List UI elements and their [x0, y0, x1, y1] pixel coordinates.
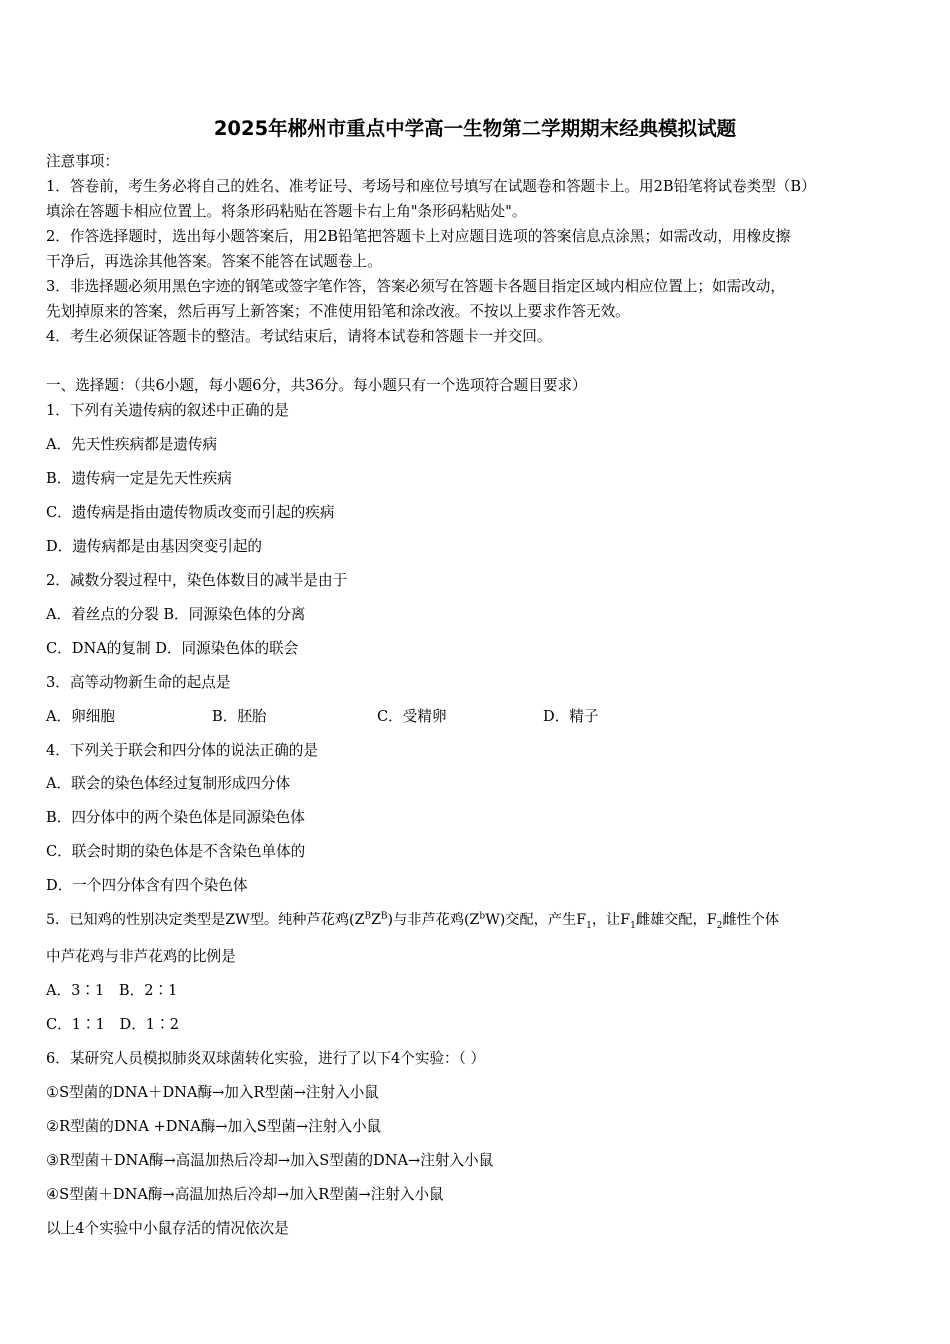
experiment-item: ③R型菌＋DNA酶→高温加热后冷却→加入S型菌的DNA→注射入小鼠 [46, 1152, 494, 1169]
stem-text: ，让F [591, 912, 631, 928]
question-stem-5-continued: 中芦花鸡与非芦花鸡的比例是 [46, 948, 236, 965]
option-d: D．一个四分体含有四个染色体 [46, 877, 248, 894]
question-final-line: 以上4个实验中小鼠存活的情况依次是 [46, 1220, 289, 1237]
experiment-item: ①S型菌的DNA＋DNA酶→加入R型菌→注射入小鼠 [46, 1084, 379, 1101]
notice-line: 填涂在答题卡相应位置上。将条形码粘贴在答题卡右上角"条形码粘贴处"。 [46, 203, 527, 220]
option-c: C．遗传病是指由遗传物质改变而引起的疾病 [46, 504, 335, 521]
option-b: B．胚胎 [212, 708, 267, 725]
option-b: B．遗传病一定是先天性疾病 [46, 470, 232, 487]
question-stem-3: 3．高等动物新生命的起点是 [46, 674, 231, 691]
question-stem-6: 6．某研究人员模拟肺炎双球菌转化实验，进行了以下4个实验：（ ） [46, 1050, 486, 1067]
options-row-1: A．着丝点的分裂 B．同源染色体的分离 [46, 606, 306, 623]
subscript: 1 [630, 920, 636, 931]
notice-line: 1．答卷前，考生务必将自己的姓名、准考证号、考场号和座位号填写在试题卷和答题卡上。用2B铅笔将试卷类型（B） [46, 178, 816, 195]
stem-text: 雌性个体 [722, 912, 780, 928]
notice-heading: 注意事项： [46, 153, 119, 170]
superscript: B [364, 911, 372, 922]
options-row-2: C．DNA的复制 D．同源染色体的联会 [46, 640, 299, 657]
options-row-1: A．3∶1 B．2∶1 [46, 982, 178, 999]
option-a: A．联会的染色体经过复制形成四分体 [46, 775, 291, 792]
stem-text: 雌雄交配，F [635, 912, 717, 928]
stem-text: W)交配，产生F [485, 912, 587, 928]
subscript: 2 [716, 920, 723, 931]
option-b: B．四分体中的两个染色体是同源染色体 [46, 809, 305, 826]
notice-line: 3．非选择题必须用黑色字迹的钢笔或签字笔作答，答案必须写在答题卡各题目指定区域内相应位置上；如需改动， [46, 278, 785, 295]
notice-line: 2．作答选择题时，选出每小题答案后，用2B铅笔把答题卡上对应题目选项的答案信息点涂黑；如需改动，用橡皮擦 [46, 228, 791, 245]
stem-text: Z [371, 912, 381, 928]
option-d: D．精子 [543, 708, 599, 725]
options-row-2: C．1∶1 D．1∶2 [46, 1016, 179, 1033]
experiment-item: ④S型菌＋DNA酶→高温加热后冷却→加入R型菌→注射入小鼠 [46, 1186, 444, 1203]
stem-text: )与非芦花鸡(Z [387, 912, 480, 928]
option-c: C．联会时期的染色体是不含染色单体的 [46, 843, 306, 860]
option-c: C．受精卵 [377, 708, 447, 725]
notice-line: 干净后，再选涂其他答案。答案不能答在试题卷上。 [46, 253, 382, 270]
stem-text: 5．已知鸡的性别决定类型是ZW型。纯种芦花鸡(Z [46, 912, 365, 928]
question-stem-5 [46, 910, 779, 930]
question-stem-2: 2．减数分裂过程中，染色体数目的减半是由于 [46, 572, 348, 589]
question-stem-4: 4．下列关于联会和四分体的说法正确的是 [46, 742, 318, 759]
superscript: B [380, 911, 388, 922]
option-d: D．遗传病都是由基因突变引起的 [46, 538, 263, 555]
superscript: b [479, 911, 486, 922]
subscript: 1 [586, 920, 592, 931]
notice-line: 先划掉原来的答案，然后再写上新答案；不准使用铅笔和涂改液。不按以上要求作答无效。 [46, 303, 630, 320]
experiment-item: ②R型菌的DNA +DNA酶→加入S型菌→注射入小鼠 [46, 1118, 382, 1135]
section-heading: 一、选择题：（共6小题，每小题6分，共36分。每小题只有一个选项符合题目要求） [46, 377, 587, 394]
question-stem-1: 1．下列有关遗传病的叙述中正确的是 [46, 402, 289, 419]
notice-line: 4．考生必须保证答题卡的整洁。考试结束后，请将本试卷和答题卡一并交回。 [46, 328, 552, 345]
page-title: 2025年郴州市重点中学高一生物第二学期期末经典模拟试题 [213, 117, 737, 140]
option-a: A．卵细胞 [46, 708, 115, 725]
option-a: A．先天性疾病都是遗传病 [46, 436, 218, 453]
